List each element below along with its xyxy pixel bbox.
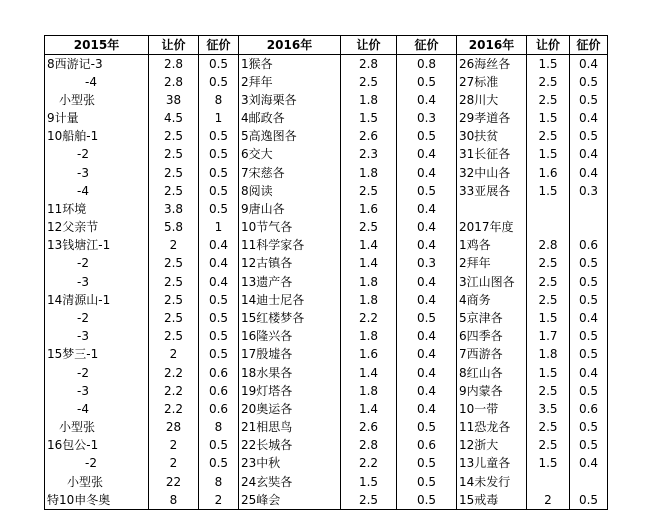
cell-wanted-2016b: 0.5 (578, 383, 599, 398)
cell-item-2016b: 33亚展各 (457, 182, 527, 200)
cell-item-2016: 24玄奘各 (239, 473, 341, 491)
cell-offer-2016: 1.5 (341, 473, 397, 491)
header-offer-price: 让价 (527, 36, 570, 55)
cell-item-2016: 18水果各 (239, 364, 341, 382)
cell-item-2015: -2 (45, 255, 149, 273)
table-row (45, 164, 608, 182)
table-body (45, 55, 608, 510)
cell-offer-2016: 2.6 (341, 128, 397, 146)
cell-offer-2015: 2.5 (149, 328, 199, 346)
cell-offer-2016: 1.6 (341, 346, 397, 364)
cell-wanted-2016: 0.4 (397, 364, 457, 382)
cell-item-2015: 小型张 (45, 473, 149, 491)
cell-item-2016b: 14未发行 (457, 473, 527, 491)
cell-wanted-2016: 0.4 (397, 291, 457, 309)
cell-offer-2016b (527, 473, 570, 491)
cell-offer-2016: 1.8 (341, 328, 397, 346)
cell-item-2016b: 29孝道各 (457, 110, 527, 128)
cell-wanted-2015: 0.6 (199, 382, 239, 400)
cell-wanted-2015: 0.5 (199, 146, 239, 164)
cell-offer-2016: 1.4 (341, 400, 397, 418)
cell-wanted-2016b: 0.5 (578, 492, 599, 507)
cell-wanted-2016: 0.4 (397, 382, 457, 400)
cell-wanted-2016b: 0.4 (578, 365, 599, 380)
table-row (45, 382, 608, 400)
cell-offer-2016: 1.4 (341, 237, 397, 255)
table-row (45, 291, 608, 309)
cell-wanted-2016: 0.4 (397, 400, 457, 418)
table-row (45, 73, 608, 91)
cell-item-2016b: 32中山各 (457, 164, 527, 182)
cell-wanted-2016: 0.5 (397, 309, 457, 327)
header-offer-price: 让价 (149, 36, 199, 55)
cell-item-2016: 2拜年 (239, 73, 341, 91)
cell-wanted-2015: 0.5 (199, 200, 239, 218)
cell-offer-2015: 2.5 (149, 255, 199, 273)
cell-wanted-2016: 0.5 (397, 73, 457, 91)
cell-offer-2016: 1.8 (341, 382, 397, 400)
cell-wanted-2016: 0.4 (397, 200, 457, 218)
cell-wanted-2016b: 0.5 (578, 438, 599, 453)
cell-wanted-2016b: 0.5 (578, 74, 599, 89)
cell-offer-2016b: 1.5 (527, 182, 570, 200)
cell-offer-2016b: 2.5 (527, 73, 570, 91)
cell-offer-2016b: 2.5 (527, 418, 570, 436)
cell-wanted-2015: 8 (199, 473, 239, 491)
cell-item-2016: 5高逸图各 (239, 128, 341, 146)
cell-item-2015: -2 (45, 455, 149, 473)
cell-item-2016: 21相思鸟 (239, 418, 341, 436)
cell-item-2016b: 2017年度 (457, 219, 527, 237)
cell-item-2016: 8阅读 (239, 182, 341, 200)
cell-offer-2016b: 1.5 (527, 364, 570, 382)
cell-item-2016b: 4商务 (457, 291, 527, 309)
cell-wanted-2016b: 0.3 (578, 183, 599, 198)
table-row (45, 491, 608, 510)
cell-offer-2016: 2.2 (341, 455, 397, 473)
table-row (45, 346, 608, 364)
cell-wanted-2016: 0.4 (397, 237, 457, 255)
cell-item-2016b: 3江山图各 (457, 273, 527, 291)
cell-wanted-2016b: 0.5 (578, 129, 599, 144)
cell-offer-2016b: 1.5 (527, 55, 570, 74)
cell-wanted-2016: 0.4 (397, 273, 457, 291)
table-row (45, 309, 608, 327)
cell-item-2016: 19灯塔各 (239, 382, 341, 400)
cell-offer-2016: 1.5 (341, 110, 397, 128)
cell-wanted-2015: 8 (199, 91, 239, 109)
cell-offer-2016: 2.5 (341, 491, 397, 510)
cell-wanted-2016: 0.8 (397, 55, 457, 74)
cell-offer-2015: 2.2 (149, 364, 199, 382)
cell-offer-2016b (527, 219, 570, 237)
cell-offer-2015: 5.8 (149, 219, 199, 237)
table-row (45, 273, 608, 291)
table-row (45, 110, 608, 128)
cell-wanted-2016: 0.3 (397, 255, 457, 273)
cell-wanted-2016b: 0.5 (578, 329, 599, 344)
cell-wanted-2015: 0.5 (199, 437, 239, 455)
cell-wanted-2016: 0.4 (397, 219, 457, 237)
cell-item-2015: 16包公-1 (45, 437, 149, 455)
cell-item-2016b: 6四季各 (457, 328, 527, 346)
cell-item-2016: 15红楼梦各 (239, 309, 341, 327)
cell-offer-2015: 2.5 (149, 182, 199, 200)
table-row (45, 418, 608, 436)
cell-offer-2015: 2 (149, 437, 199, 455)
cell-item-2015: -4 (45, 182, 149, 200)
cell-item-2016: 22长城各 (239, 437, 341, 455)
cell-offer-2016b: 1.5 (527, 309, 570, 327)
cell-wanted-2015: 8 (199, 418, 239, 436)
cell-item-2016b: 1鸡各 (457, 237, 527, 255)
cell-item-2016: 7宋慈各 (239, 164, 341, 182)
cell-item-2016: 12古镇各 (239, 255, 341, 273)
cell-wanted-2016: 0.4 (397, 328, 457, 346)
cell-wanted-2015: 0.4 (199, 255, 239, 273)
cell-offer-2016b: 1.7 (527, 328, 570, 346)
cell-offer-2015: 3.8 (149, 200, 199, 218)
cell-wanted-2015: 2 (199, 491, 239, 510)
cell-offer-2016: 2.8 (341, 437, 397, 455)
header-wanted-price: 征价 (570, 36, 608, 55)
table-row (45, 473, 608, 491)
cell-item-2016: 17殷墟各 (239, 346, 341, 364)
cell-offer-2016b: 2.5 (527, 128, 570, 146)
cell-item-2016: 14迪士尼各 (239, 291, 341, 309)
cell-item-2016: 6交大 (239, 146, 341, 164)
cell-wanted-2015: 0.5 (199, 346, 239, 364)
table-row (45, 237, 608, 255)
cell-item-2015: -3 (45, 273, 149, 291)
cell-wanted-2015: 0.5 (199, 309, 239, 327)
cell-item-2015: 10船舶-1 (45, 128, 149, 146)
table-row (45, 55, 608, 74)
cell-item-2015: -2 (45, 364, 149, 382)
cell-item-2016: 9唐山各 (239, 200, 341, 218)
cell-offer-2016: 1.4 (341, 255, 397, 273)
cell-item-2016: 20奥运各 (239, 400, 341, 418)
table-row (45, 328, 608, 346)
cell-item-2015: 11环境 (45, 200, 149, 218)
cell-offer-2016b: 2.5 (527, 273, 570, 291)
cell-wanted-2015: 0.5 (199, 182, 239, 200)
cell-wanted-2016: 0.5 (397, 128, 457, 146)
cell-offer-2016: 2.6 (341, 418, 397, 436)
cell-wanted-2016: 0.4 (397, 146, 457, 164)
cell-wanted-2015: 0.5 (199, 128, 239, 146)
cell-wanted-2016b: 0.4 (578, 111, 599, 126)
cell-offer-2016: 2.5 (341, 182, 397, 200)
cell-offer-2015: 2.2 (149, 400, 199, 418)
price-table (44, 35, 608, 510)
table-row (45, 200, 608, 218)
cell-wanted-2016: 0.5 (397, 182, 457, 200)
cell-offer-2015: 2.5 (149, 309, 199, 327)
cell-wanted-2016b: 0.5 (578, 292, 599, 307)
cell-offer-2015: 2.8 (149, 73, 199, 91)
cell-wanted-2016: 0.6 (397, 437, 457, 455)
cell-item-2015: 15梦三-1 (45, 346, 149, 364)
header-2016-year: 2016年 (457, 36, 527, 55)
cell-offer-2016: 2.2 (341, 309, 397, 327)
cell-item-2015: 特10申冬奥 (45, 491, 149, 510)
cell-item-2016b: 31长征各 (457, 146, 527, 164)
cell-wanted-2015: 1 (199, 219, 239, 237)
cell-offer-2015: 2 (149, 346, 199, 364)
cell-offer-2016: 1.8 (341, 91, 397, 109)
cell-wanted-2016: 0.5 (397, 455, 457, 473)
cell-item-2016: 13遗产各 (239, 273, 341, 291)
header-2015-year: 2015年 (45, 36, 149, 55)
cell-offer-2015: 2.5 (149, 164, 199, 182)
header-wanted-price: 征价 (199, 36, 239, 55)
cell-wanted-2016b: 0.4 (578, 147, 599, 162)
cell-wanted-2015: 0.5 (199, 55, 239, 74)
cell-offer-2016b: 1.8 (527, 346, 570, 364)
table-row (45, 219, 608, 237)
cell-wanted-2016: 0.4 (397, 346, 457, 364)
table-row (45, 364, 608, 382)
cell-wanted-2015: 0.6 (199, 364, 239, 382)
cell-offer-2015: 2 (149, 455, 199, 473)
cell-item-2016: 25峰会 (239, 491, 341, 510)
cell-item-2016b: 12浙大 (457, 437, 527, 455)
cell-item-2016: 23中秋 (239, 455, 341, 473)
cell-item-2016b: 30扶贫 (457, 128, 527, 146)
cell-wanted-2016b: 0.4 (578, 56, 599, 71)
cell-wanted-2015: 1 (199, 110, 239, 128)
cell-offer-2016b: 2 (527, 491, 570, 510)
cell-wanted-2015: 0.5 (199, 291, 239, 309)
cell-offer-2015: 2 (149, 237, 199, 255)
table-row (45, 91, 608, 109)
cell-wanted-2016b: 0.5 (578, 347, 599, 362)
cell-offer-2016b: 2.5 (527, 291, 570, 309)
cell-offer-2016b: 2.8 (527, 237, 570, 255)
cell-offer-2016b: 1.5 (527, 110, 570, 128)
cell-item-2016: 4邮政各 (239, 110, 341, 128)
table-row (45, 437, 608, 455)
cell-item-2016: 16隆兴各 (239, 328, 341, 346)
cell-wanted-2016b: 0.4 (578, 310, 599, 325)
cell-offer-2016: 2.8 (341, 55, 397, 74)
cell-offer-2016: 1.8 (341, 291, 397, 309)
cell-offer-2015: 4.5 (149, 110, 199, 128)
cell-offer-2016b: 1.6 (527, 164, 570, 182)
table-row (45, 400, 608, 418)
cell-item-2015: -3 (45, 328, 149, 346)
cell-item-2016b: 26海丝各 (457, 55, 527, 74)
cell-item-2015: 9计量 (45, 110, 149, 128)
cell-wanted-2016b: 0.5 (578, 256, 599, 271)
cell-offer-2015: 28 (149, 418, 199, 436)
cell-offer-2016b: 2.5 (527, 91, 570, 109)
cell-item-2015: -4 (45, 73, 149, 91)
header-wanted-price: 征价 (397, 36, 457, 55)
cell-wanted-2016: 0.4 (397, 164, 457, 182)
cell-offer-2016: 1.6 (341, 200, 397, 218)
cell-item-2016b: 15戒毒 (457, 491, 527, 510)
cell-offer-2016: 1.8 (341, 164, 397, 182)
cell-item-2016: 10节气各 (239, 219, 341, 237)
cell-item-2016: 3刘海栗各 (239, 91, 341, 109)
cell-wanted-2016b: 0.5 (578, 420, 599, 435)
cell-wanted-2016b (570, 473, 608, 491)
table-row (45, 182, 608, 200)
cell-item-2015: -3 (45, 382, 149, 400)
cell-wanted-2016b: 0.5 (578, 92, 599, 107)
cell-wanted-2016: 0.4 (397, 91, 457, 109)
cell-wanted-2016b: 0.4 (578, 165, 599, 180)
cell-item-2015: 13钱塘江-1 (45, 237, 149, 255)
cell-item-2016b: 2拜年 (457, 255, 527, 273)
header-2016-year: 2016年 (239, 36, 341, 55)
cell-wanted-2016b: 0.5 (578, 274, 599, 289)
cell-item-2016b: 13儿童各 (457, 455, 527, 473)
cell-offer-2015: 8 (149, 491, 199, 510)
cell-offer-2016b (527, 200, 570, 218)
cell-item-2015: -2 (45, 309, 149, 327)
cell-offer-2015: 2.5 (149, 146, 199, 164)
cell-wanted-2016: 0.3 (397, 110, 457, 128)
cell-item-2016: 11科学家各 (239, 237, 341, 255)
cell-wanted-2016: 0.5 (397, 418, 457, 436)
cell-offer-2016b: 1.5 (527, 455, 570, 473)
cell-offer-2015: 22 (149, 473, 199, 491)
cell-item-2015: 12父亲节 (45, 219, 149, 237)
cell-wanted-2015: 0.6 (199, 400, 239, 418)
table-row (45, 128, 608, 146)
cell-wanted-2016b: 0.6 (578, 238, 599, 253)
cell-offer-2015: 2.8 (149, 55, 199, 74)
cell-wanted-2015: 0.4 (199, 273, 239, 291)
cell-offer-2016: 2.5 (341, 73, 397, 91)
cell-offer-2016: 2.3 (341, 146, 397, 164)
cell-offer-2015: 2.5 (149, 291, 199, 309)
cell-item-2016b: 10一带 (457, 400, 527, 418)
cell-item-2015: -2 (45, 146, 149, 164)
cell-offer-2015: 2.5 (149, 273, 199, 291)
cell-wanted-2016: 0.5 (397, 473, 457, 491)
table-row (45, 255, 608, 273)
cell-wanted-2015: 0.4 (199, 237, 239, 255)
cell-offer-2016b: 2.5 (527, 382, 570, 400)
cell-offer-2016b: 2.5 (527, 437, 570, 455)
cell-item-2016b: 11恐龙各 (457, 418, 527, 436)
header-row (45, 36, 608, 55)
cell-item-2015: 小型张 (45, 91, 149, 109)
cell-offer-2016: 2.5 (341, 219, 397, 237)
cell-wanted-2015: 0.5 (199, 73, 239, 91)
cell-item-2016b: 8红山各 (457, 364, 527, 382)
cell-item-2016b: 27标准 (457, 73, 527, 91)
cell-offer-2016: 1.4 (341, 364, 397, 382)
table-row (45, 146, 608, 164)
cell-item-2016b: 7西游各 (457, 346, 527, 364)
cell-item-2016: 1猴各 (239, 55, 341, 74)
cell-wanted-2016b: 0.4 (578, 456, 599, 471)
cell-wanted-2015: 0.5 (199, 328, 239, 346)
cell-wanted-2015: 0.5 (199, 164, 239, 182)
header-offer-price: 让价 (341, 36, 397, 55)
cell-offer-2015: 2.5 (149, 128, 199, 146)
cell-offer-2016b: 2.5 (527, 255, 570, 273)
table-row (45, 455, 608, 473)
cell-offer-2016: 1.8 (341, 273, 397, 291)
cell-wanted-2016b: 0.6 (578, 401, 599, 416)
cell-wanted-2016b (570, 219, 608, 237)
cell-offer-2015: 38 (149, 91, 199, 109)
cell-item-2016b: 28川大 (457, 91, 527, 109)
cell-item-2015: 14清源山-1 (45, 291, 149, 309)
cell-item-2015: 小型张 (45, 418, 149, 436)
cell-item-2015: 8西游记-3 (45, 55, 149, 74)
cell-item-2016b: 9内蒙各 (457, 382, 527, 400)
cell-offer-2016b: 3.5 (527, 400, 570, 418)
cell-item-2015: -4 (45, 400, 149, 418)
cell-offer-2015: 2.2 (149, 382, 199, 400)
cell-wanted-2015: 0.5 (199, 455, 239, 473)
cell-offer-2016b: 1.5 (527, 146, 570, 164)
cell-wanted-2016b (570, 200, 608, 218)
cell-item-2015: -3 (45, 164, 149, 182)
cell-wanted-2016: 0.5 (397, 491, 457, 510)
cell-item-2016b: 5京津各 (457, 309, 527, 327)
cell-item-2016b (457, 200, 527, 218)
